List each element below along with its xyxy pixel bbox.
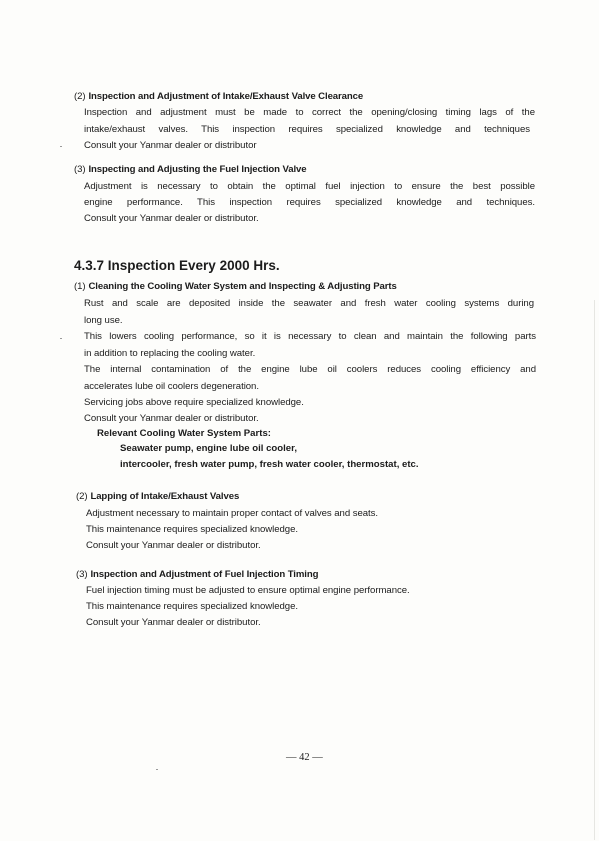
section-number: (3) <box>76 569 88 580</box>
paragraph-line: Consult your Yanmar dealer or distributor <box>84 140 257 151</box>
scan-speck <box>156 769 158 770</box>
paragraph-line: Consult your Yanmar dealer or distributor. <box>84 213 259 224</box>
paragraph-line: in addition to replacing the cooling water. <box>84 348 256 359</box>
subsection-heading-lapping-valves <box>76 491 239 502</box>
section-heading-valve-clearance <box>74 91 363 102</box>
section-title: Inspection and Adjustment of Fuel Injection Timing <box>90 569 319 580</box>
paragraph-line: engine performance. This inspection requires specialized knowledge and techniques. <box>84 197 535 208</box>
section-title: Inspection and Adjustment of Intake/Exhaust Valve Clearance <box>88 91 364 102</box>
paragraph-line: This maintenance requires specialized knowledge. <box>86 601 298 612</box>
scan-edge-line <box>594 300 595 840</box>
section-title: Cleaning the Cooling Water System and Inspecting & Adjusting Parts <box>88 281 397 292</box>
subsection-heading-injection-timing <box>76 569 318 580</box>
paragraph-line: This maintenance requires specialized knowledge. <box>86 524 298 535</box>
paragraph-line: intake/exhaust valves. This inspection requires specialized knowledge and techniques <box>84 124 530 135</box>
parts-line: Seawater pump, engine lube oil cooler, <box>120 443 297 454</box>
section-number: (2) <box>74 91 86 102</box>
paragraph-line: Adjustment is necessary to obtain the optimal fuel injection to ensure the best possible <box>84 181 535 192</box>
paragraph-line: Consult your Yanmar dealer or distributor. <box>84 413 259 424</box>
scan-speck <box>60 338 62 339</box>
paragraph-line: accelerates lube oil coolers degeneration. <box>84 381 259 392</box>
section-number: (1) <box>74 281 86 292</box>
section-title: Inspecting and Adjusting the Fuel Injection Valve <box>88 164 307 175</box>
paragraph-line: Consult your Yanmar dealer or distributor. <box>86 540 261 551</box>
paragraph-line: long use. <box>84 315 123 326</box>
subsection-heading-cooling-water <box>74 281 397 292</box>
parts-heading: Relevant Cooling Water System Parts: <box>97 428 271 439</box>
paragraph-line: Adjustment necessary to maintain proper contact of valves and seats. <box>86 508 379 519</box>
section-heading-fuel-injection-valve <box>74 164 307 175</box>
scan-speck <box>60 146 62 147</box>
paragraph-line: The internal contamination of the engine lube oil coolers reduces cooling efficiency and <box>84 364 536 375</box>
paragraph-line: Rust and scale are deposited inside the seawater and fresh water cooling systems during <box>84 298 534 309</box>
paragraph-line: Inspection and adjustment must be made to correct the opening/closing timing lags of the <box>84 107 535 118</box>
paragraph-line: Fuel injection timing must be adjusted to ensure optimal engine performance. <box>86 585 410 596</box>
section-number: (3) <box>74 164 86 175</box>
parts-line: intercooler, fresh water pump, fresh water cooler, thermostat, etc. <box>120 459 419 470</box>
page-number: — 42 — <box>286 752 323 763</box>
paragraph-line: This lowers cooling performance, so it is necessary to clean and maintain the following parts <box>84 331 536 342</box>
paragraph-line: Servicing jobs above require specialized knowledge. <box>84 397 304 408</box>
page-title: 4.3.7 Inspection Every 2000 Hrs. <box>74 258 280 273</box>
section-number: (2) <box>76 491 88 502</box>
paragraph-line: Consult your Yanmar dealer or distributor. <box>86 617 261 628</box>
section-title: Lapping of Intake/Exhaust Valves <box>90 491 240 502</box>
